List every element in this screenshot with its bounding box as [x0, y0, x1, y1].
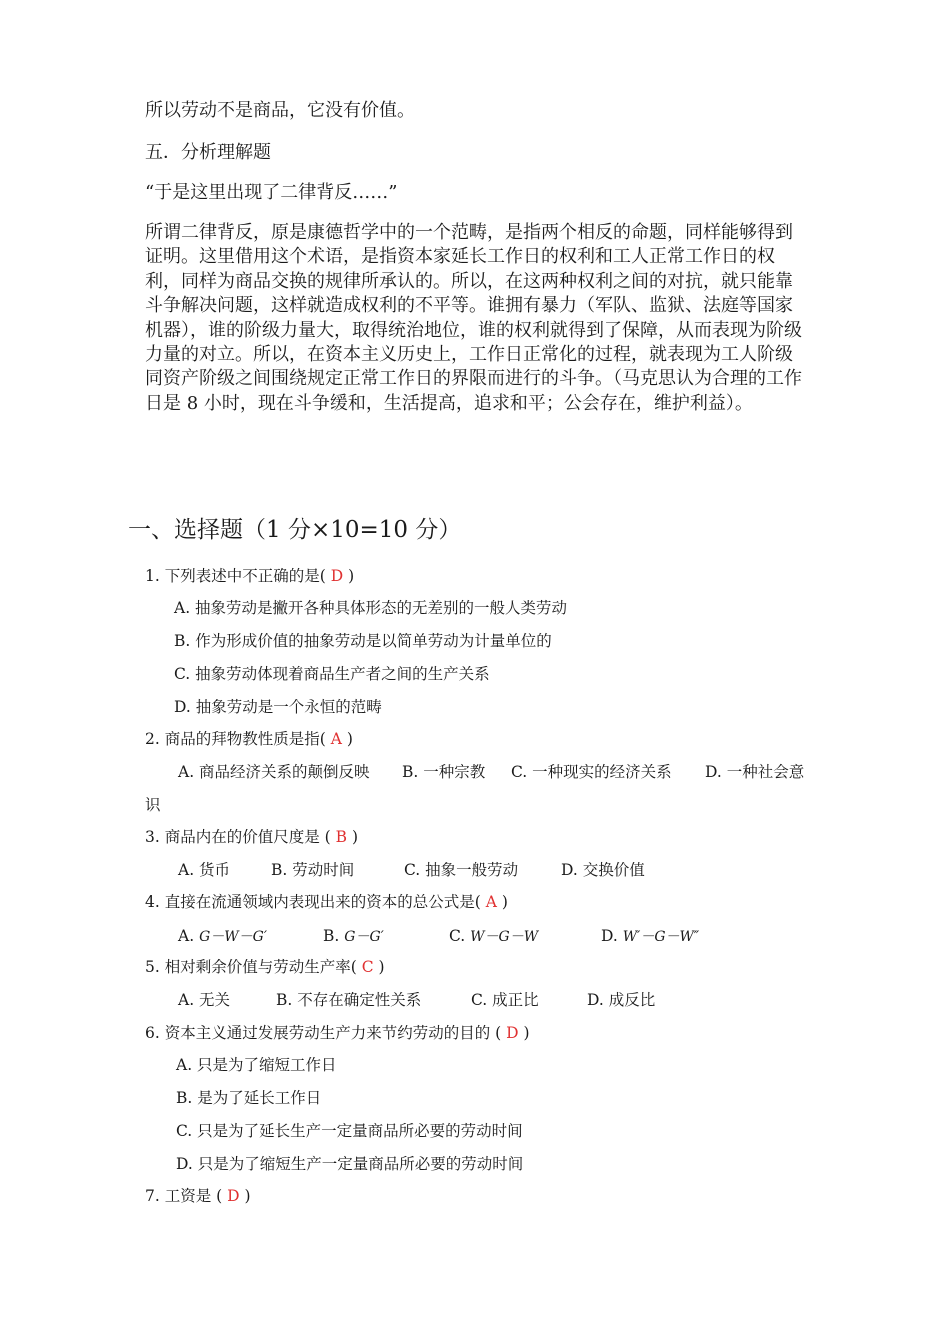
formula-a: G－W－G′ [199, 929, 267, 945]
q1-option-c: C. 抽象劳动体现着商品生产者之间的生产关系 [174, 665, 490, 683]
q1-option-d: D. 抽象劳动是一个永恒的范畴 [174, 698, 382, 716]
q2-option-c: C. 一种现实的经济关系 [511, 763, 672, 781]
answer-3: B [335, 828, 348, 846]
answer-7: D [227, 1187, 240, 1205]
q4-option-a: A. G－W－G′ [178, 927, 267, 945]
q3-option-d: D. 交换价值 [561, 861, 645, 879]
section-title-choice: 一、选择题（1 分×10=10 分） [128, 517, 462, 543]
formula-c: W－G－W [470, 929, 539, 945]
question-2: 2. 商品的拜物教性质是指( A ) [145, 730, 353, 748]
formula-b: G－G′ [344, 929, 384, 945]
q5-option-a: A. 无关 [178, 991, 231, 1009]
q6-option-d: D. 只是为了缩短生产一定量商品所必要的劳动时间 [176, 1155, 524, 1173]
q4-option-b: B. G－G′ [323, 927, 384, 945]
essay-paragraph: 所谓二律背反，原是康德哲学中的一个范畴，是指两个相反的命题，同样能够得到证明。这里借用这个术语，是指资本家延长工作日的权利和工人正常工作日的权利，同样为商品交换的规律所承认的。所以，在这两种权利之间的对抗，就只能靠斗争解决问题，这样就造成权利的不平等。谁拥有暴力（军队、监狱、法庭等国家机器），谁的阶级力量大，取得统治地位，谁的权利就得到了保障，从而表现为阶级力量的对立。所以，在资本主义历史上，工作日正常化的过程，就表现为工人阶级同资产阶级之间围绕规定正常工作日的界限而进行的斗争。（马克思认为合理的工作日是 8 小时，现在斗争缓和，生活提高，追求和平；公会存在，维护利益）。 [145, 222, 802, 414]
q3-option-a: A. 货币 [178, 861, 231, 879]
question-4: 4. 直接在流通领域内表现出来的资本的总公式是( A ) [145, 893, 508, 911]
question-7: 7. 工资是 ( D ) [145, 1187, 251, 1205]
q2-option-b: B. 一种宗教 [402, 763, 486, 781]
question-3: 3. 商品内在的价值尺度是 ( B ) [145, 828, 358, 846]
answer-6: D [506, 1024, 519, 1042]
q6-option-c: C. 只是为了延长生产一定量商品所必要的劳动时间 [176, 1122, 523, 1140]
intro-line: 所以劳动不是商品，它没有价值。 [145, 100, 415, 121]
answer-5: C [361, 958, 374, 976]
q5-option-c: C. 成正比 [471, 991, 539, 1009]
answer-1: D [330, 567, 344, 585]
q1-option-a: A. 抽象劳动是撇开各种具体形态的无差别的一般人类劳动 [174, 599, 568, 617]
q4-option-d: D. W′－G－W″ [601, 927, 700, 945]
q4-option-c: C. W－G－W [449, 927, 539, 945]
answer-2: A [330, 730, 342, 748]
q5-option-d: D. 成反比 [587, 991, 656, 1009]
q3-option-c: C. 抽象一般劳动 [404, 861, 519, 879]
q5-option-b: B. 不存在确定性关系 [276, 991, 422, 1009]
formula-d: W′－G－W″ [622, 929, 700, 945]
q6-option-b: B. 是为了延长工作日 [176, 1089, 322, 1107]
question-6: 6. 资本主义通过发展劳动生产力来节约劳动的目的 ( D ) [145, 1024, 530, 1042]
answer-4: A [485, 893, 497, 911]
q2-option-d-wrap: 识 [145, 796, 161, 814]
quote-line: “于是这里出现了二律背反……” [145, 182, 398, 203]
question-1: 1. 下列表述中不正确的是( D ) [145, 567, 355, 585]
question-5: 5. 相对剩余价值与劳动生产率( C ) [145, 958, 385, 976]
q1-option-b: B. 作为形成价值的抽象劳动是以简单劳动为计量单位的 [174, 632, 552, 650]
section-heading-5: 五．分析理解题 [145, 142, 271, 163]
q3-option-b: B. 劳动时间 [271, 861, 355, 879]
q6-option-a: A. 只是为了缩短工作日 [176, 1056, 337, 1074]
q2-option-d: D. 一种社会意 [705, 763, 805, 781]
q2-option-a: A. 商品经济关系的颠倒反映 [178, 763, 370, 781]
